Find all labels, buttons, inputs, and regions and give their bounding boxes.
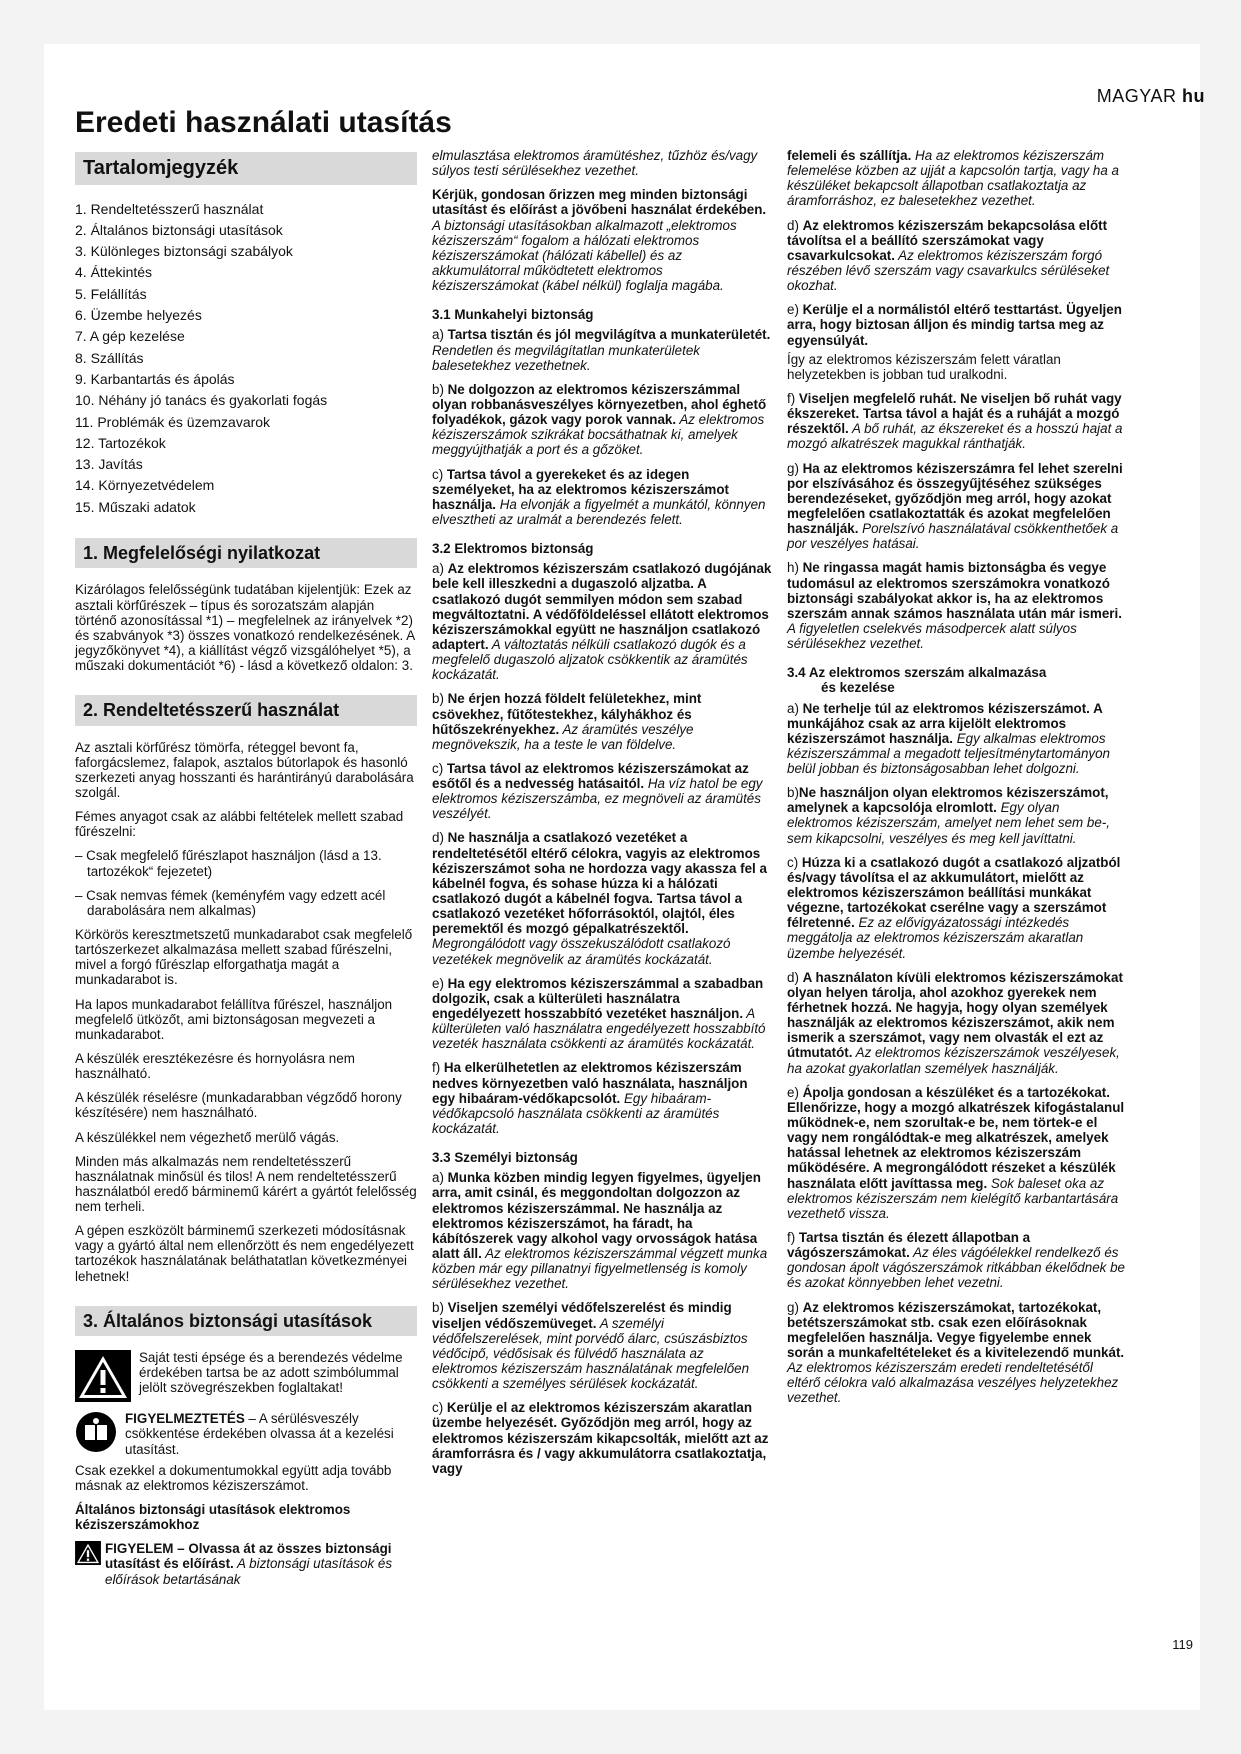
toc-item[interactable]: 2. Általános biztonsági utasítások [75,221,283,238]
rule-item: g) Az elektromos kéziszerszámokat, tartozékokat, betétszerszámokat stb. csak ezen előírásoknak megfelelően használja. Vegye figyelembe ennek során a munkafeltételeket és a kivitelezendő munkát. Az elektromos kéziszerszám eredeti rendeltetésétől eltérő célokra való alkalmazása veszélyes helyzetekhez vezethet. [787,1299,1125,1406]
paragraph: Az asztali körfűrész tömörfa, réteggel bevont fa, faforgácslemez, falapok, asztalos bútorlapok és hasonló szerkezeti anyag hosszanti és harántirányú darabolására szolgál. [75,739,414,800]
subsection-heading: 3.1 Munkahelyi biztonság [432,307,594,323]
paragraph: elmulasztása elektromos áramütéshez, tűzhöz és/vagy súlyos testi sérülésekhez vezethet. [432,148,758,179]
warning-text: Saját testi épsége és a berendezés védelme érdekében tartsa be az adott szimbólummal jelölt szövegrészekben foglaltakat! [139,1350,403,1396]
rule-item: e) Ha egy elektromos kéziszerszámmal a szabadban dolgozik, csak a külterületi használatra engedélyezett hosszabbító vezetéket használjon. A külterületen való használatra engedélyezett hosszabbító vezeték használata csökkenti az áramütés kockázatát. [432,975,766,1052]
rule-item: e) Ápolja gondosan a készüléket és a tartozékokat. Ellenőrizze, hogy a mozgó alkatrészek kifogástalanul működnek-e, nem szorultak-e be, nem törtek-e el vagy nem rongálódtak-e meg alkatrészek, amelyek hatással lehetnek az elektromos kéziszerszám működésére. A megrongálódott részeket a készülék használata előtt javíttassa meg. Sok baleset oka az elektromos kéziszerszám nem kielégítő karbantartására vezethető vissza. [787,1084,1125,1221]
toc-item[interactable]: 9. Karbantartás és ápolás [75,370,235,387]
read-manual-notice [75,1411,417,1456]
section-1-heading: 1. Megfelelőségi nyilatkozat [75,538,417,568]
rule-item: c) Kerülje el az elektromos kéziszerszám akaratlan üzembe helyezését. Győződjön meg arról, hogy az elektromos kéziszerszám kikapcsolták, mielőtt azt az áramforrásra és / vagy akkumulátorra csatlakoztatja, vagy [432,1400,769,1476]
language-label: MAGYAR hu [1096,86,1205,106]
warning-triangle-icon [75,1541,101,1568]
paragraph: Fémes anyagot csak az alábbi feltételek mellett szabad fűrészelni: [75,809,404,840]
rule-item: b) Viseljen személyi védőfelszerelést és mindig viseljen védőszemüveget. A személyi védőfelszerelések, mint porvédő álarc, csúszásbiztos védőcipő, védősisak és fülvédő használata az elektromos kéziszerszám használatának megfelelően csökkenti a személyes sérülések kockázatát. [432,1300,750,1392]
rule-item: d) A használaton kívüli elektromos kéziszerszámokat olyan helyen tárolja, ahol azokhoz gyerekek nem férhetnek hozzá. Ne hagyja, hogy olyan személyek használják az elektromos kéziszerszámot, akik nem ismerik a szerszámot, vagy nem olvasták el ezt az útmutatót. Az elektromos kéziszerszámok veszélyesek, ha azokat gyakorlatlan személyek használják. [787,969,1123,1076]
section-1-text: Kizárólagos felelősségünk tudatában kijelentjük: Ezek az asztali körfűrészek – típus és sorozatszám alapján történő azonosítással *1) – megfelelnek az irányelvek *2) és szabványok *3) összes vonatkozó rendelkezésének. A jegyzőkönyvet *4), a kiállítást végző vizsgálóhelyet *5), a műszaki dokumentációt *6) - lásd a következő oldalon: 3. [75,582,415,674]
toc-item[interactable]: 10. Néhány jó tanács és gyakorlati fogás [75,392,328,409]
dash-item: – Csak nemvas fémek (keményfém vagy edzett acél darabolására nem alkalmas) [75,887,386,918]
column-2 [432,148,772,1485]
paragraph: Kérjük, gondosan őrizzen meg minden biztonsági utasítást és előírást a jövőbeni használat érdekében. A biztonsági utasításokban alkalmazott „elektromos kéziszerszám“ fogalom a hálózati elektromos kéziszerszámokat (hálózati kábellel) és az akkumulátorral működtetett elektromos kéziszerszámokat (kábel nélkül) foglalja magába. [432,187,767,294]
page-number: 119 [1172,1637,1193,1652]
subsection-heading: 3.3 Személyi biztonság [432,1150,578,1166]
toc-heading: Tartalomjegyzék [75,152,417,185]
read-manual-text: FIGYELMEZTETÉS – A sérülésveszély csökkentése érdekében olvassa át a kezelési utasítást. [125,1411,394,1457]
rule-item: a) Ne terhelje túl az elektromos kéziszerszámot. A munkájához csak az arra kijelölt elektromos kéziszerszámot használja. Egy alkalmas elektromos kéziszerszámmal a megadott teljesítménytartományon belül jobban és biztonságosabban lehet dolgozni. [787,700,1110,777]
rule-item: c) Tartsa távol a gyerekeket és az idegen személyeket, ha az elektromos kéziszerszámot használja. Ha elvonják a figyelmét a munkától, könnyen elvesztheti az uralmát a berendezés felett. [432,466,766,527]
attention-text: FIGYELEM – Olvassa át az összes biztonsági utasítást és előírást. A biztonsági utasítások és előírások betartásának [105,1541,393,1587]
page-title: Eredeti használati utasítás [75,106,452,139]
warning-notice [75,1350,417,1405]
rule-item: h) Ne ringassa magát hamis biztonságba és vegye tudomásul az elektromos szerszámokra vonatkozó biztonsági szabályokat akkor is, ha az elektromos szerszám annak számos használata után már ismeri. A figyeletlen cselekvés másodpercek alatt súlyos sérülésekhez vezethet. [787,560,1122,652]
rule-item: b) Ne dolgozzon az elektromos kéziszerszámmal olyan robbanásveszélyes környezetben, ahol éghető folyadékok, gázok vagy porok vannak. Az elektromos kéziszerszámok szikrákat bocsáthatnak ki, amelyek meggyújthatják a port és a gőzöket. [432,381,767,458]
paragraph: A gépen eszközölt bárminemű szerkezeti módosításnak vagy a gyártó által nem ellenőrzött és nem engedélyezett tartozékok használatának beláthatatlan következményei lehetnek! [75,1223,414,1284]
subheading: Általános biztonsági utasítások elektromos kéziszerszámokhoz [75,1501,351,1533]
paragraph: Körkörös keresztmetszetű munkadarabot csak megfelelő tartószerkezet alkalmazása mellett szabad fűrészelni, mivel a forgó fűrészlap elforgathatja magát a munkadarabot is. [75,926,413,988]
subsection-heading: 3.4 Az elektromos szerszám alkalmazása [787,665,1047,681]
rule-item: a) Tartsa tisztán és jól megvilágítva a munkaterületét. Rendetlen és megvilágítatlan munkaterületek balesetekhez vezethetnek. [432,327,771,373]
section-2-heading: 2. Rendeltetésszerű használat [75,695,417,725]
column-3 [787,148,1127,1415]
rule-item: c) Tartsa távol az elektromos kéziszerszámokat az esőtől és a nedvesség hatásaitól. Ha víz hatol be egy elektromos kéziszerszámba, ez megnöveli az áramütés veszélyét. [432,760,763,822]
read-manual-icon [75,1411,117,1456]
column-1 [75,148,417,1593]
rule-item: d) Az elektromos kéziszerszám bekapcsolása előtt távolítsa el a beállító szerszámokat vagy csavarkulcsokat. Az elektromos kéziszerszám forgó részében lévő szerszám vagy csavarkulcs sérüléseket okozhat. [787,217,1110,294]
toc-item[interactable]: 4. Áttekintés [75,264,153,281]
rule-item: d) Ne használja a csatlakozó vezetéket a rendeltetésétől eltérő célokra, vagyis az elektromos kéziszerszámot soha ne hordozza vagy akassza fel a kábelnél fogva, és sohase húzza ki a hálózati csatlakozó dugót a kábelnél fogva. Tartsa távol a csatlakozó vezetéket hőforrásoktól, olajtól, éles peremektől és mozgó gépalkatrészektől. Megrongálódott vagy összekuszálódott csatlakozó vezetékek megnövelik az áramütés kockázatát. [432,830,767,967]
paragraph: Minden más alkalmazás nem rendeltetésszerű használatnak minősül és tilos! A nem rendeltetésszerű használatból eredő bárminemű kárért a gyártót felelősség nem terheli. [75,1153,417,1215]
toc-item[interactable]: 13. Javítás [75,456,143,473]
paragraph: A készülék eresztékezésre és hornyolásra nem használható. [75,1050,355,1082]
toc-item[interactable]: 15. Műszaki adatok [75,498,196,515]
toc-item[interactable]: 6. Üzembe helyezés [75,307,202,324]
rule-item: f) Tartsa tisztán és élezett állapotban a vágószerszámokat. Az éles vágóélekkel rendelkező és gondosan ápolt vágószerszámok ritkábban ékelődnek be és azokat könnyebben lehet vezetni. [787,1230,1125,1291]
rule-item: a) Munka közben mindig legyen figyelmes, ügyeljen arra, amit csinál, és meggondoltan dolgozzon az elektromos kéziszerszámmal. Ne használja az elektromos kéziszerszámot, ha fáradt, ha kábítószerek vagy alkohol vagy orvosságok hatása alatt áll. Az elektromos kéziszerszámmal végzett munka közben már egy pillanatnyi figyelmetlenség is komoly sérülésekhez vezethet. [432,1170,768,1292]
warning-triangle-icon [75,1350,131,1405]
toc-list [75,199,417,518]
dash-item: – Csak megfelelő fűrészlapot használjon (lásd a 13. tartozékok“ fejezetet) [75,848,382,879]
toc-item[interactable]: 11. Problémák és üzemzavarok [75,413,271,430]
section-3-heading: 3. Általános biztonsági utasítások [75,1306,417,1336]
rule-item: a) Az elektromos kéziszerszám csatlakozó dugójának bele kell illeszkedni a dugaszoló aljzatba. A csatlakozó dugót semmilyen módon sem szabad megváltoztatni. A védőföldeléssel ellátott elektromos kéziszerszámokkal együtt ne használjon csatlakozó adaptert. A változtatás nélküli csatlakozó dugók és a megfelelő dugaszoló aljzatok csökkentik az áramütés kockázatát. [432,561,772,683]
paragraph: Ha lapos munkadarabot felállítva fűrészel, használjon megfelelő ütközőt, ami biztonságosan megvezeti a munkadarabot. [75,996,393,1042]
toc-item[interactable]: 3. Különleges biztonsági szabályok [75,243,293,260]
rule-item: b)Ne használjon olyan elektromos kéziszerszámot, amelynek a kapcsolója elromlott. Egy olyan elektromos kéziszerszám, amelyet nem lehet sem be-, sem kikapcsolni, veszélyes és meg kell javíttatni. [787,785,1110,846]
rule-item: f) Ha elkerülhetetlen az elektromos kéziszerszám nedves környezetben való használata, használjon egy hibaáram-védőkapcsolót. Egy hibaáram-védőkapcsoló használata csökkenti az áramütés kockázatát. [432,1060,748,1137]
toc-item[interactable]: 1. Rendeltetésszerű használat [75,200,264,217]
subsection-heading: 3.2 Elektromos biztonság [432,541,594,557]
paragraph: felemeli és szállítja. Ha az elektromos kéziszerszám felemelése közben az ujját a kapcsolón tartja, vagy ha a készüléket bekapcsolt állapotban csatlakoztatja az áramforráshoz, ez balesetekhez vezethet. [787,148,1119,209]
toc-item[interactable]: 8. Szállítás [75,349,144,366]
paragraph: A készülékkel nem végezhető merülő vágás. [75,1129,340,1145]
rule-item: c) Húzza ki a csatlakozó dugót a csatlakozó aljzatból és/vagy távolítsa el az akkumulátort, mielőtt az elektromos kéziszerszámon beállítási munkákat végezne, tartozékokat cserélne vagy a szerszámot félretenné. Ez az elővigyázatossági intézkedés meggátolja az elektromos kéziszerszám akaratlan üzembe helyezését. [787,854,1121,961]
subsection-heading-cont: és kezelése [821,680,895,696]
rule-item: b) Ne érjen hozzá földelt felületekhez, mint csövekhez, fűtőtestekhez, kályhákhoz és hűtőszekrényekhez. Az áramütés veszélye megnövekszik, ha a teste le van földelve. [432,691,702,752]
toc-item[interactable]: 12. Tartozékok [75,434,166,451]
rule-item: g) Ha az elektromos kéziszerszámra fel lehet szerelni por elszívásához és összegyűjtéséhez szükséges berendezéseket, győződjön meg arról, hogy azokat megfelelően csatlakoztatták és azokat megfelelően használják. Porelszívó használatával csökkenthetőek a por veszélyes hatásai. [787,460,1123,552]
toc-item[interactable]: 5. Felállítás [75,285,147,302]
toc-item[interactable]: 7. A gép kezelése [75,328,185,345]
rule-item: f) Viseljen megfelelő ruhát. Ne viseljen bő ruhát vagy ékszereket. Tartsa távol a haját és a ruháját a mozgó részektől. A bő ruhát, az ékszereket és a hosszú hajat a mozgó alkatrészek magukkal ránthatják. [787,390,1123,452]
paragraph: A készülék réselésre (munkadarabban végződő horony készítésére) nem használható. [75,1090,402,1121]
paragraph: Így az elektromos kéziszerszám felett váratlan helyzetekben is jobban tud uralkodni. [787,351,1061,382]
toc-item[interactable]: 14. Környezetvédelem [75,477,215,494]
attention-notice [75,1541,417,1586]
paragraph: Csak ezekkel a dokumentumokkal együtt adja tovább másnak az elektromos kéziszerszámot. [75,1462,392,1493]
rule-item: e) Kerülje el a normálistól eltérő testtartást. Ügyeljen arra, hogy biztosan álljon és mindig tartsa meg az egyensúlyát. [787,302,1122,348]
